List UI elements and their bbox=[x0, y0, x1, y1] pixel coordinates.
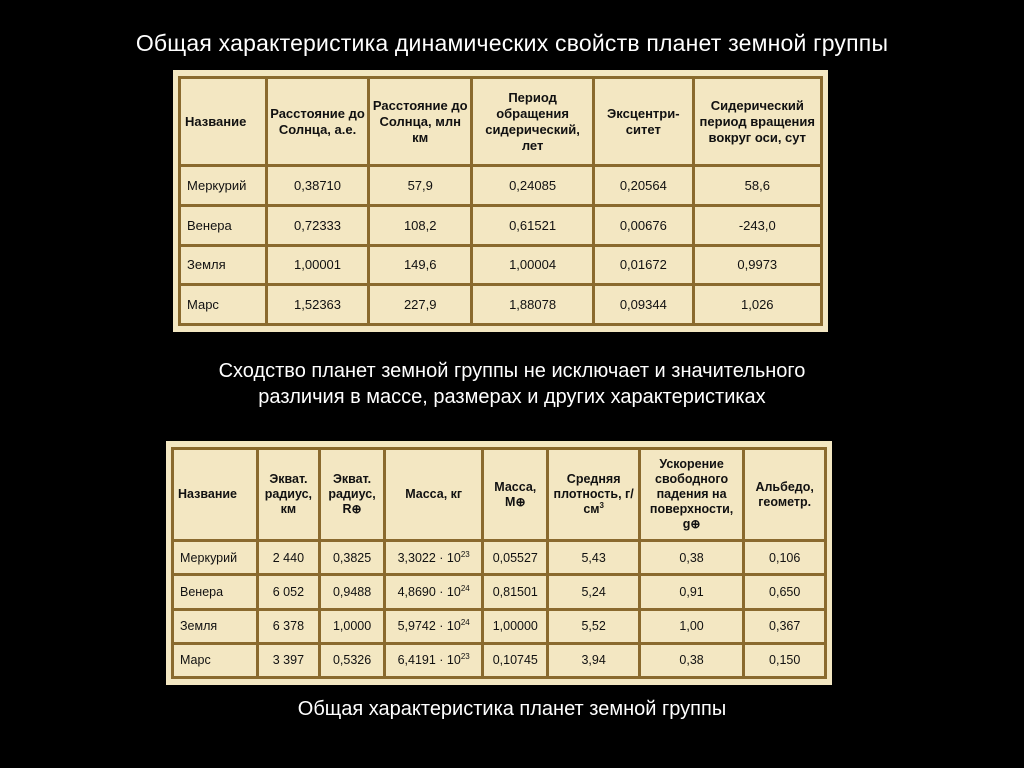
table-cell: 6 378 bbox=[257, 609, 319, 643]
column-header bbox=[639, 449, 743, 541]
table-cell: 0,01672 bbox=[594, 245, 694, 285]
table-cell: 0,61521 bbox=[472, 205, 594, 245]
table-cell: 0,10745 bbox=[483, 643, 548, 677]
table-cell: 2 440 bbox=[257, 541, 319, 575]
table-row bbox=[173, 609, 826, 643]
column-header: Масса, кг bbox=[385, 449, 483, 541]
mass-cell bbox=[385, 609, 483, 643]
table-cell: 0,81501 bbox=[483, 575, 548, 609]
column-header bbox=[319, 449, 384, 541]
table-cell: 1,00000 bbox=[483, 609, 548, 643]
mass-cell bbox=[385, 575, 483, 609]
table-cell: 0,20564 bbox=[594, 166, 694, 206]
mass-exponent: 24 bbox=[460, 583, 470, 593]
comparison-note-line: различия в массе, размерах и других характеристиках bbox=[258, 386, 766, 408]
table-cell: 0,05527 bbox=[483, 541, 548, 575]
table-cell: 57,9 bbox=[369, 166, 472, 206]
mass-exponent: 24 bbox=[460, 617, 470, 627]
characteristics-table bbox=[171, 447, 827, 679]
mass-mantissa: 5,9742 bbox=[397, 619, 436, 634]
table-cell: 227,9 bbox=[369, 285, 472, 325]
table-cell: 0,650 bbox=[744, 575, 826, 609]
column-header-text: Масса, M bbox=[494, 479, 537, 509]
earth-symbol-icon: ⊕ bbox=[351, 502, 362, 516]
table-header-row bbox=[180, 78, 822, 166]
table-header-row bbox=[173, 449, 826, 541]
earth-symbol-icon: ⊕ bbox=[515, 494, 526, 509]
column-header: Сидерический период вращения вокруг оси, сут bbox=[693, 78, 821, 166]
table-cell: 1,00 bbox=[639, 609, 743, 643]
column-header: Альбедо, геометр. bbox=[744, 449, 826, 541]
table-cell: 0,9488 bbox=[319, 575, 384, 609]
mass-multiplier: · 10 bbox=[439, 550, 461, 565]
table-cell: 0,38 bbox=[639, 541, 743, 575]
table-cell: 5,52 bbox=[548, 609, 639, 643]
table-row bbox=[180, 285, 822, 325]
table-cell: 0,38 bbox=[639, 643, 743, 677]
table-cell: 3 397 bbox=[257, 643, 319, 677]
column-header: Название bbox=[173, 449, 258, 541]
mass-multiplier: · 10 bbox=[439, 653, 461, 668]
table-cell: 3,94 bbox=[548, 643, 639, 677]
characteristics-table-panel bbox=[166, 441, 832, 685]
planet-name-cell: Марс bbox=[173, 643, 258, 677]
column-header: Расстояние до Солнца, млн км bbox=[369, 78, 472, 166]
table-cell: 1,0000 bbox=[319, 609, 384, 643]
table-cell: 6 052 bbox=[257, 575, 319, 609]
column-header-text: Экват. радиус, R bbox=[328, 472, 376, 516]
table-cell: 5,43 bbox=[548, 541, 639, 575]
table-cell: 149,6 bbox=[369, 245, 472, 285]
earth-symbol-icon: ⊕ bbox=[690, 517, 701, 531]
planet-name-cell: Марс bbox=[180, 285, 267, 325]
planet-name-cell: Венера bbox=[180, 205, 267, 245]
slide-title: Общая характеристика динамических свойств планет земной группы bbox=[135, 30, 889, 56]
table-cell: 0,367 bbox=[744, 609, 826, 643]
planet-name-cell: Венера bbox=[173, 575, 258, 609]
column-header bbox=[548, 449, 639, 541]
table-cell: 1,52363 bbox=[266, 285, 369, 325]
table-cell: 0,91 bbox=[639, 575, 743, 609]
table-cell: 0,106 bbox=[744, 541, 826, 575]
table-cell: 0,150 bbox=[744, 643, 826, 677]
mass-cell bbox=[385, 541, 483, 575]
table-cell: 1,00004 bbox=[472, 245, 594, 285]
table-cell: 58,6 bbox=[693, 166, 821, 206]
table-cell: 0,00676 bbox=[594, 205, 694, 245]
table-cell: 1,88078 bbox=[472, 285, 594, 325]
planet-name-cell: Земля bbox=[180, 245, 267, 285]
mass-mantissa: 4,8690 bbox=[397, 584, 436, 599]
table-cell: 0,3825 bbox=[319, 541, 384, 575]
table-cell: 0,24085 bbox=[472, 166, 594, 206]
table-cell: 1,026 bbox=[693, 285, 821, 325]
table-row bbox=[180, 166, 822, 206]
column-header: Расстояние до Солнца, а.е. bbox=[266, 78, 369, 166]
table-row bbox=[180, 205, 822, 245]
cube-superscript: 3 bbox=[599, 500, 604, 510]
mass-cell bbox=[385, 643, 483, 677]
table-cell: 5,24 bbox=[548, 575, 639, 609]
table-cell: 0,5326 bbox=[319, 643, 384, 677]
column-header: Период обращения сидерический, лет bbox=[472, 78, 594, 166]
column-header: Название bbox=[180, 78, 267, 166]
comparison-note-line: Сходство планет земной группы не исключает и значительного bbox=[218, 360, 806, 382]
column-header bbox=[483, 449, 548, 541]
mass-multiplier: · 10 bbox=[439, 619, 461, 634]
table-row bbox=[173, 541, 826, 575]
mass-mantissa: 3,3022 bbox=[397, 550, 436, 565]
dynamics-table-panel bbox=[173, 70, 828, 332]
comparison-note bbox=[0, 358, 1024, 410]
mass-exponent: 23 bbox=[460, 652, 470, 662]
planet-name-cell: Меркурий bbox=[180, 166, 267, 206]
mass-multiplier: · 10 bbox=[439, 584, 461, 599]
column-header-text: Средняя плотность, г/см bbox=[553, 472, 634, 516]
slide-caption: Общая характеристика планет земной группы bbox=[297, 698, 727, 720]
table-cell: 0,72333 bbox=[266, 205, 369, 245]
dynamics-table bbox=[178, 76, 823, 326]
table-cell: 0,09344 bbox=[594, 285, 694, 325]
table-cell: 0,38710 bbox=[266, 166, 369, 206]
table-cell: 0,9973 bbox=[693, 245, 821, 285]
column-header: Эксцентри- ситет bbox=[594, 78, 694, 166]
planet-name-cell: Меркурий bbox=[173, 541, 258, 575]
table-cell: 1,00001 bbox=[266, 245, 369, 285]
column-header-text: Ускорение свободного падения на поверхности, g bbox=[649, 457, 734, 531]
mass-mantissa: 6,4191 bbox=[397, 653, 436, 668]
column-header: Экват. радиус, км bbox=[257, 449, 319, 541]
mass-exponent: 23 bbox=[460, 549, 470, 559]
table-row bbox=[173, 643, 826, 677]
planet-name-cell: Земля bbox=[173, 609, 258, 643]
table-cell: -243,0 bbox=[693, 205, 821, 245]
table-row bbox=[180, 245, 822, 285]
table-cell: 108,2 bbox=[369, 205, 472, 245]
table-row bbox=[173, 575, 826, 609]
